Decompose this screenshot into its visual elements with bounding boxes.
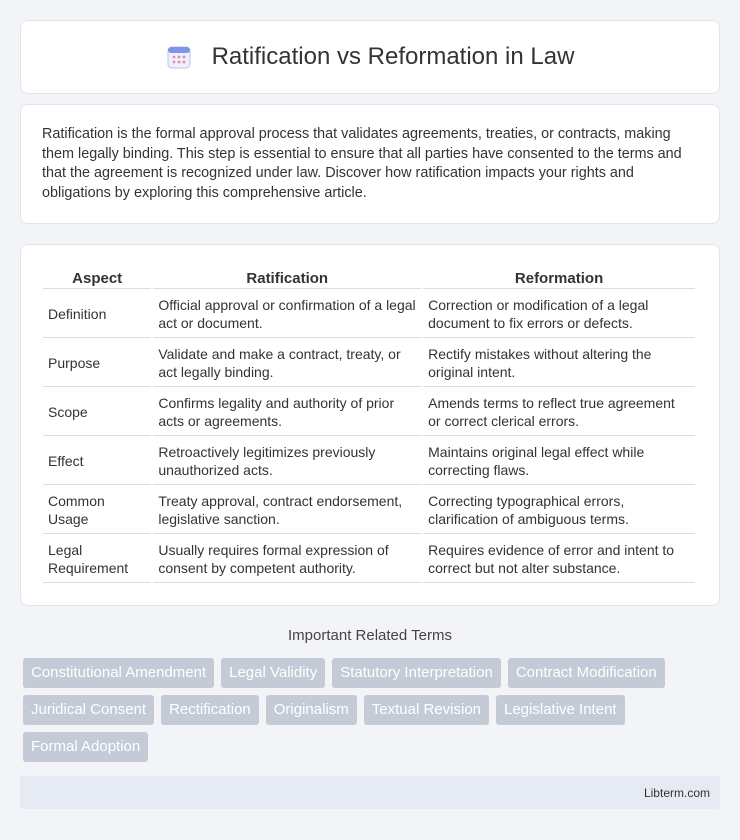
related-term-tag[interactable]: Constitutional Amendment bbox=[23, 658, 214, 688]
column-header-ratification: Ratification bbox=[153, 269, 421, 289]
aspect-cell: Effect bbox=[43, 438, 151, 485]
calendar-icon bbox=[166, 44, 192, 70]
table-row bbox=[43, 438, 695, 485]
header-card bbox=[20, 20, 720, 94]
related-terms-heading: Important Related Terms bbox=[288, 627, 452, 644]
aspect-cell: Legal Requirement bbox=[43, 536, 151, 583]
comparison-card bbox=[20, 244, 720, 606]
related-term-tag[interactable]: Rectification bbox=[161, 695, 259, 725]
aspect-cell: Purpose bbox=[43, 340, 151, 387]
related-term-tag[interactable]: Originalism bbox=[266, 695, 357, 725]
table-row bbox=[43, 389, 695, 436]
related-terms-list bbox=[23, 658, 723, 762]
table-row bbox=[43, 291, 695, 338]
footer-site-link[interactable]: Libterm.com bbox=[643, 786, 710, 800]
table-row bbox=[43, 487, 695, 534]
related-term-tag[interactable]: Contract Modification bbox=[508, 658, 665, 688]
related-term-tag[interactable]: Juridical Consent bbox=[23, 695, 154, 725]
table-row bbox=[43, 340, 695, 387]
ratification-cell: Retroactively legitimizes previously unauthorized acts. bbox=[153, 438, 421, 485]
reformation-cell: Rectify mistakes without altering the original intent. bbox=[423, 340, 695, 387]
table-row bbox=[43, 536, 695, 583]
column-header-aspect: Aspect bbox=[43, 269, 151, 289]
column-header-reformation: Reformation bbox=[423, 269, 695, 289]
aspect-cell: Common Usage bbox=[43, 487, 151, 534]
ratification-cell: Official approval or confirmation of a legal act or document. bbox=[153, 291, 421, 338]
reformation-cell: Correcting typographical errors, clarification of ambiguous terms. bbox=[423, 487, 695, 534]
related-term-tag[interactable]: Legislative Intent bbox=[496, 695, 625, 725]
ratification-cell: Confirms legality and authority of prior acts or agreements. bbox=[153, 389, 421, 436]
ratification-cell: Validate and make a contract, treaty, or act legally binding. bbox=[153, 340, 421, 387]
related-term-tag[interactable]: Legal Validity bbox=[221, 658, 325, 688]
table-header-row bbox=[43, 269, 695, 289]
intro-text: Ratification is the formal approval process that validates agreements, treaties, or contracts, making them legally binding. This step is essential to ensure that all parties have consented to the terms and that the agreement is recognized under law. Discover how ratification impacts your rights and obligations by exploring this comprehensive article. bbox=[42, 126, 682, 201]
reformation-cell: Requires evidence of error and intent to correct but not alter substance. bbox=[423, 536, 695, 583]
ratification-cell: Treaty approval, contract endorsement, legislative sanction. bbox=[153, 487, 421, 534]
aspect-cell: Definition bbox=[43, 291, 151, 338]
reformation-cell: Maintains original legal effect while correcting flaws. bbox=[423, 438, 695, 485]
related-term-tag[interactable]: Formal Adoption bbox=[23, 732, 148, 762]
footer bbox=[20, 776, 720, 809]
reformation-cell: Amends terms to reflect true agreement or correct clerical errors. bbox=[423, 389, 695, 436]
ratification-cell: Usually requires formal expression of consent by competent authority. bbox=[153, 536, 421, 583]
intro-card bbox=[20, 104, 720, 224]
related-term-tag[interactable]: Statutory Interpretation bbox=[332, 658, 501, 688]
related-term-tag[interactable]: Textual Revision bbox=[364, 695, 489, 725]
comparison-table bbox=[41, 267, 697, 585]
page-title: Ratification vs Reformation in Law bbox=[211, 43, 575, 70]
reformation-cell: Correction or modification of a legal document to fix errors or defects. bbox=[423, 291, 695, 338]
aspect-cell: Scope bbox=[43, 389, 151, 436]
